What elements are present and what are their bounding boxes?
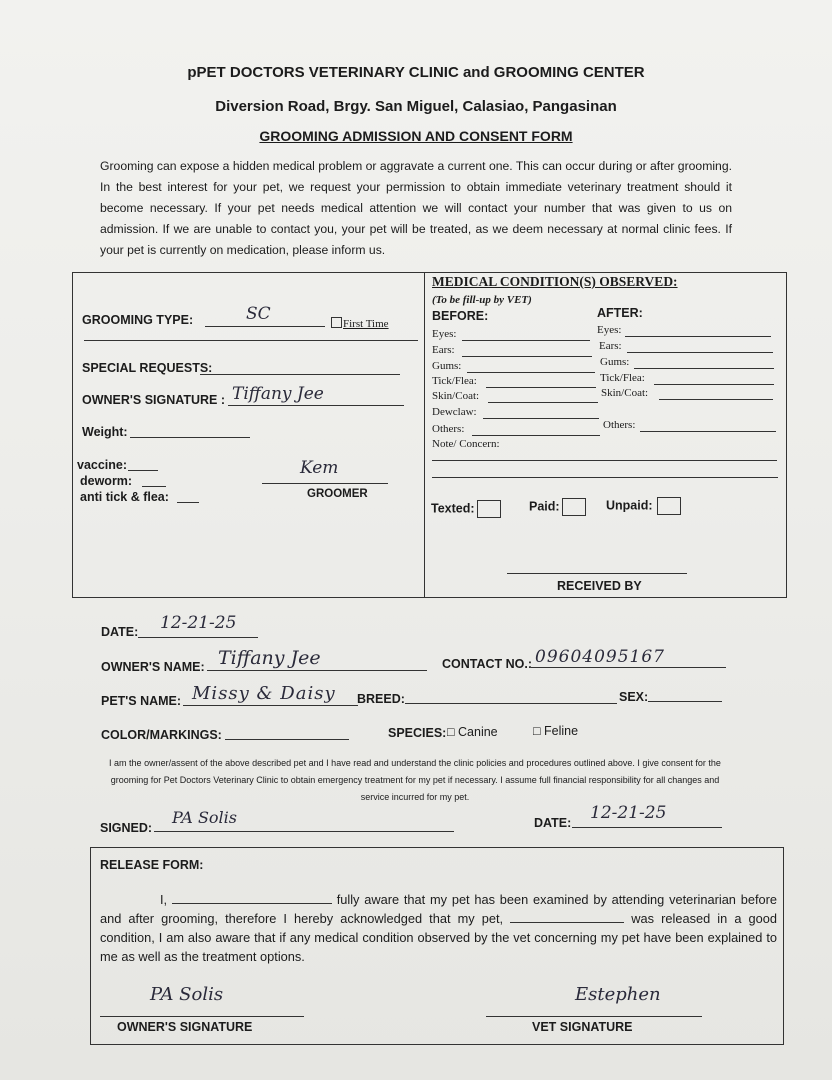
after-eyes: Eyes: (597, 324, 622, 336)
vet-subtitle: (To be fill-up by VET) (432, 294, 532, 306)
before-tick-flea: Tick/Flea: (432, 375, 477, 387)
medical-conditions-title: MEDICAL CONDITION(S) OBSERVED: (432, 274, 678, 289)
panel-divider (424, 272, 425, 597)
clinic-name: pPET DOCTORS VETERINARY CLINIC and GROOMING CENTER (187, 64, 645, 81)
contact-value[interactable]: 09604095167 (535, 647, 665, 667)
consent-date-value[interactable]: 12-21-25 (590, 803, 667, 823)
first-time-checkbox[interactable] (331, 314, 389, 332)
texted-label: Texted: (431, 500, 501, 518)
after-skin-coat: Skin/Coat: (601, 387, 649, 399)
first-time-label: First Time (343, 318, 389, 330)
note-concern-label: Note/ Concern: (432, 438, 500, 450)
received-by-label: RECEIVED BY (557, 579, 642, 593)
signed-label: SIGNED: (100, 821, 153, 835)
unpaid-label: Unpaid: (606, 497, 681, 515)
intro-paragraph: Grooming can expose a hidden medical problem or aggravate a current one. This can occur during or after grooming. In the best interest for your pet, we request your permission to obtain immediate veterinary treatment should it become necessary. If your pet needs medical attention we will contact your number that was given to us on admission. If we are unable to contact you, your pet will be treated, as we deem necessary at normal clinic fees. If your pet is currently on medication, please inform us. (100, 159, 732, 257)
breed-label: BREED: (357, 692, 405, 706)
date-label: DATE: (101, 625, 139, 639)
unpaid-checkbox[interactable] (657, 497, 681, 515)
before-eyes: Eyes: (432, 328, 457, 340)
deworm-label: deworm: (80, 474, 133, 488)
weight-label: Weight: (82, 425, 128, 439)
grooming-type-label: GROOMING TYPE: (82, 313, 194, 327)
canine-option[interactable]: □ Canine (447, 725, 498, 739)
clinic-address: Diversion Road, Brgy. San Miguel, Calasiao, Pangasinan (215, 98, 617, 115)
release-vet-signature[interactable]: Estephen (575, 984, 661, 1005)
after-ears: Ears: (599, 340, 622, 352)
release-name-field[interactable] (172, 891, 332, 904)
groomer-signature-value[interactable]: Kem (300, 458, 339, 478)
signed-value[interactable]: PA Solis (172, 808, 237, 827)
pet-name-value[interactable]: Missy & Daisy (192, 683, 336, 704)
release-owner-signature[interactable]: PA Solis (150, 984, 224, 1005)
form-title: GROOMING ADMISSION AND CONSENT FORM (259, 128, 573, 144)
consent-paragraph: I am the owner/assent of the above described pet and I have read and understand the clinic policies and procedures outlined above. I give consent for the grooming for Pet Doctors Veterinary Clinic to obtain emergency treatment for my pet if necessary. I assume full financial responsibility for all changes and service incurred for my pet. (109, 758, 721, 802)
before-others: Others: (432, 423, 465, 435)
contact-label: CONTACT NO.: (442, 657, 533, 671)
owner-signature-caption: OWNER'S SIGNATURE (117, 1020, 253, 1034)
owner-name-label: OWNER'S NAME: (101, 660, 205, 674)
pet-name-label: PET'S NAME: (101, 694, 182, 708)
anti-tick-label: anti tick & flea: (80, 490, 169, 504)
before-dewclaw: Dewclaw: (432, 406, 477, 418)
after-tick-flea: Tick/Flea: (600, 372, 645, 384)
before-gums: Gums: (432, 360, 462, 372)
consent-date-label: DATE: (534, 816, 572, 830)
after-others: Others: (603, 419, 636, 431)
paid-checkbox[interactable] (562, 498, 586, 516)
feline-option[interactable]: □ Feline (533, 724, 579, 738)
vaccine-label: vaccine: (77, 458, 128, 472)
after-label: AFTER: (597, 306, 643, 320)
owner-name-value[interactable]: Tiffany Jee (218, 647, 321, 669)
owner-signature-value[interactable]: Tiffany Jee (232, 384, 324, 404)
before-skin-coat: Skin/Coat: (432, 390, 480, 402)
color-markings-label: COLOR/MARKINGS: (101, 728, 222, 742)
groomer-label: GROOMER (307, 488, 368, 500)
release-form-title: RELEASE FORM: (100, 858, 204, 872)
before-label: BEFORE: (432, 309, 489, 323)
paid-label: Paid: (529, 498, 586, 516)
date-value[interactable]: 12-21-25 (160, 613, 237, 633)
release-paragraph: I, fully aware that my pet has been examined by attending veterinarian before and after grooming, therefore I hereby acknowledged that my pet, was released in a good condition, I am also aware that if any medical condition observed by the vet concerning my pet have been explained to me as well as the treatment options. (100, 892, 778, 964)
after-gums: Gums: (600, 356, 630, 368)
before-ears: Ears: (432, 344, 455, 356)
sex-label: SEX: (619, 690, 649, 704)
special-requests-label: SPECIAL REQUESTS: (82, 361, 213, 375)
species-label: SPECIES: (388, 726, 447, 740)
texted-checkbox[interactable] (477, 500, 501, 518)
grooming-type-value[interactable]: SC (246, 304, 271, 324)
vet-signature-caption: VET SIGNATURE (532, 1020, 633, 1034)
owner-signature-label: OWNER'S SIGNATURE : (82, 393, 226, 407)
release-pet-field[interactable] (510, 910, 624, 923)
